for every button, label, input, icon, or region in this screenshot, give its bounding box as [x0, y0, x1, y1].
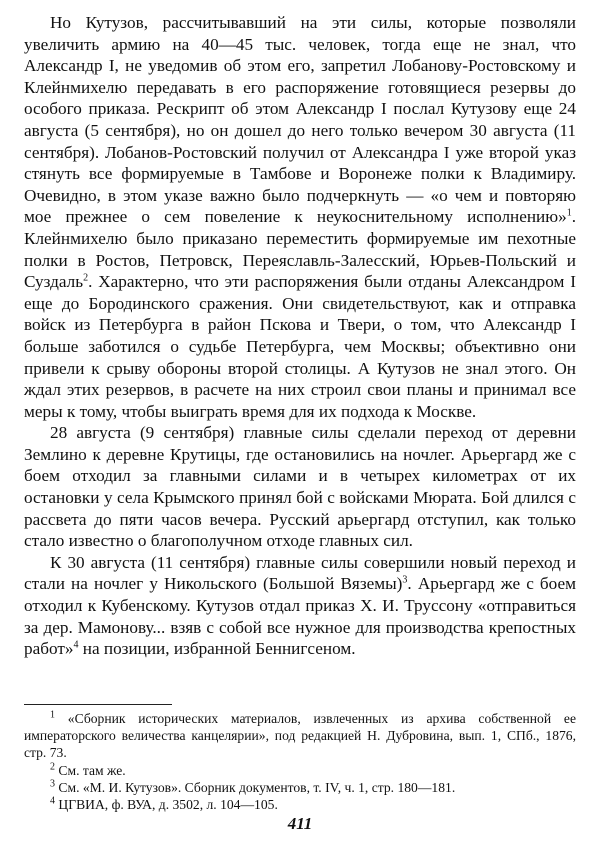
footnote: $^1$ «Сборник исторических материалов, извлеченных из архива собственной ее императорского величества канцелярии», под редакцией Н. Дубровина, вып. 1, СПб., 1876, стр. 73. — [24, 709, 576, 761]
footnote-divider — [24, 704, 172, 705]
footnote-ref-2[interactable]: 2 — [83, 272, 89, 284]
paragraph-1: Но Кутузов, рассчитывавший на эти силы, которые позволяли увеличить армию на 40—45 тыс. человек, тогда еще не знал, что Александр I, не уведомив об этом его, запретил Лобанову-Ростовскому и Клейнмихелю передавать в его распоряжение готовящиеся резервы до особого приказа. Рескрипт об этом Александр I послал Кутузову еще 24 августа (5 сентября), но он дошел до него только вечером 30 августа (11 сентября). Лобанов-Ростовский получил от Александра I уже второй указ стянуть все формируемые в Тамбове и Воронеже полки к Владимиру. Очевидно, в этом указе важно было подчеркнуть — «о чем и повторяю мое прежнее о сем повеление к неукоснительному исполнению»$^1$. Клейнмихелю было приказано переместить формируемые им пехотные полки в Ростов, Петровск, Переяславль-Залесский, Юрьев-Польский и Суздаль$^2$. Характерно, что эти распоряжения были отданы Александром I еще до Бородинского сражения. Они свидетельствуют, как и отправка войск из Петербурга в район Пскова и Твери, о том, что Александр I больше заботился о судьбе Петербурга, чем Москвы; объективно они привели к срыву обороны второй столицы. А Кутузов не знал этого. Он ждал этих резервов, в расчете на них строил свои планы и принимал все меры к тому, чтобы выиграть время для их подхода к Москве. — [24, 13, 576, 421]
footnote-ref-4[interactable]: 4 — [73, 639, 79, 651]
main-text — [24, 12, 576, 660]
paragraph-2: 28 августа (9 сентября) главные силы сделали переход от деревни Землино к деревне Крутицы, где остановились на ночлег. Арьергард же с боем отходил за главными силами и в четырех километрах от их остановки у села Крымского принял бой с войсками Мюрата. Бой длился с рассвета до пяти часов вечера. Русский арьергард отступил, как только стало известно о благополучном отходе главных сил. — [24, 423, 576, 551]
footnote-ref-3[interactable]: 3 — [402, 574, 408, 586]
footnote: $^3$ См. «М. И. Кутузов». Сборник документов, т. IV, ч. 1, стр. 180—181. — [50, 778, 456, 795]
footnote: $^2$ См. там же. — [50, 761, 126, 778]
footnotes — [24, 710, 576, 813]
footnote-ref-1[interactable]: 1 — [566, 207, 572, 219]
footnote: $^4$ ЦГВИА, ф. ВУА, д. 3502, л. 104—105. — [50, 795, 278, 813]
paragraph-3: К 30 августа (11 сентября) главные силы совершили новый переход и стали на ночлег у Никольского (Большой Вяземы)$^3$. Арьергард же с боем отходил к Кубенскому. Кутузов отдал приказ Х. И. Труссону «отправиться за дер. Мамонову... взяв с собой все нужное для производства крепостных работ»$^4$ на позиции, избранной Беннигсеном. — [24, 552, 576, 659]
page-number: 411 — [287, 814, 313, 833]
